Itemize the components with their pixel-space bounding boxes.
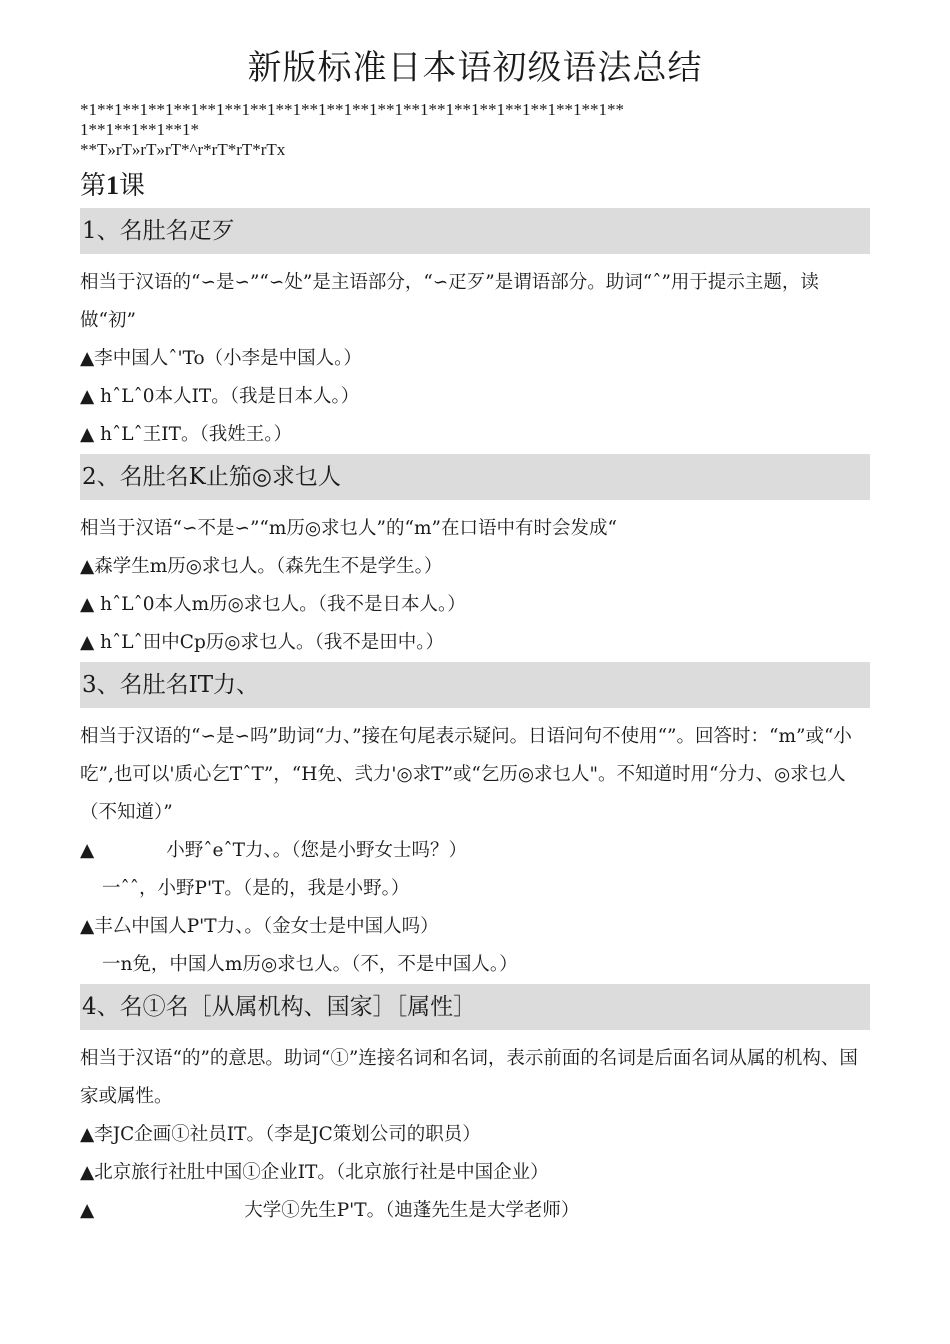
section-heading-4: 4、名①名［从属机构、国家］［属性］ [80,984,870,1030]
example-sentence: ▲北京旅行社肚中国①企业IT。（北京旅行社是中国企业） [80,1162,549,1183]
section-heading-3: 3、名肚名IT力、 [80,662,870,708]
example-sentence-row [80,1192,870,1230]
lesson-heading [80,166,870,206]
section-explanation-1: 相当于汉语的“∽是∽”“∽处”是主语部分，“∽疋歹”是谓语部分。助词“ˆ”用于提示主题，读做“初” [80,272,819,331]
section-heading-2: 2、名肚名K止笳◎求乜人 [80,454,870,500]
example-sentence: ▲ hˆLˆ王IT。（我姓王。） [80,424,292,445]
lesson-prefix: 第 [80,171,107,201]
lesson-suffix: 课 [119,171,146,201]
example-sentence: ▲丰厶中国人P'T力、。（金女士是中国人吗） [80,916,439,937]
document-page [80,40,870,1230]
section-explanation-4: 相当于汉语“的”的意思。助词“①”连接名词和名词，表示前面的名词是后面名词从属的机构、国家或属性。 [80,1048,858,1107]
document-title: 新版标准日本语初级语法总结 [247,48,703,88]
example-sentence: ▲李JC企画①社员IT。（李是JC策划公司的职员） [80,1124,481,1145]
stars-line-2: 1**1**1**1**1* [80,120,199,139]
example-sentence: ▲ hˆLˆ0本人IT。（我是日本人。） [80,386,360,407]
stars-line-1: *1**1**1**1**1**1**1**1**1**1**1**1**1**1**1**1**1**1**1**1**1** [80,100,624,119]
section-explanation-3: 相当于汉语的“∽是∽吗”助词“力、”接在句尾表示疑问。日语问句不使用“”。回答时：“m”或“小吃”,也可以'质心乞TˆT”，“H免、弐力'◎求T”或“乞历◎求乜人"。不知道时用“分力、◎求乜人（不知道）” [80,726,852,823]
example-sentence: 大学①先生P'T。（迪蓬先生是大学老师） [244,1200,580,1221]
bullet-marker: ▲ [80,840,95,861]
stars-line-3: **T»rT»rT»rT*^r*rT*rT*rTx [80,140,286,159]
bullet-marker: ▲ [80,1200,95,1221]
lesson-number: 1 [106,171,120,200]
example-sentence: ▲ hˆLˆ0本人m历◎求乜人。（我不是日本人。） [80,594,466,615]
example-sentence: 一ˆˆ，小野P'T。（是的，我是小野。） [102,878,410,899]
section-heading-1: 1、名肚名疋歹 [80,208,870,254]
section-explanation-2: 相当于汉语“∽不是∽”“m历◎求乜人”的“m”在口语中有时会发成“ [80,518,617,539]
example-sentence: ▲ hˆLˆ田中Cp历◎求乜人。（我不是田中。） [80,632,444,653]
example-sentence: 一n免，中国人m历◎求乜人。（不，不是中国人。） [102,954,518,975]
example-sentence-row [80,832,870,870]
example-sentence: ▲李中国人ˆ'To（小李是中国人。） [80,348,362,369]
example-sentence: ▲森学生m历◎求乜人。（森先生不是学生。） [80,556,443,577]
example-sentence: 小野ˆeˆT力、。（您是小野女士吗？） [166,840,468,861]
